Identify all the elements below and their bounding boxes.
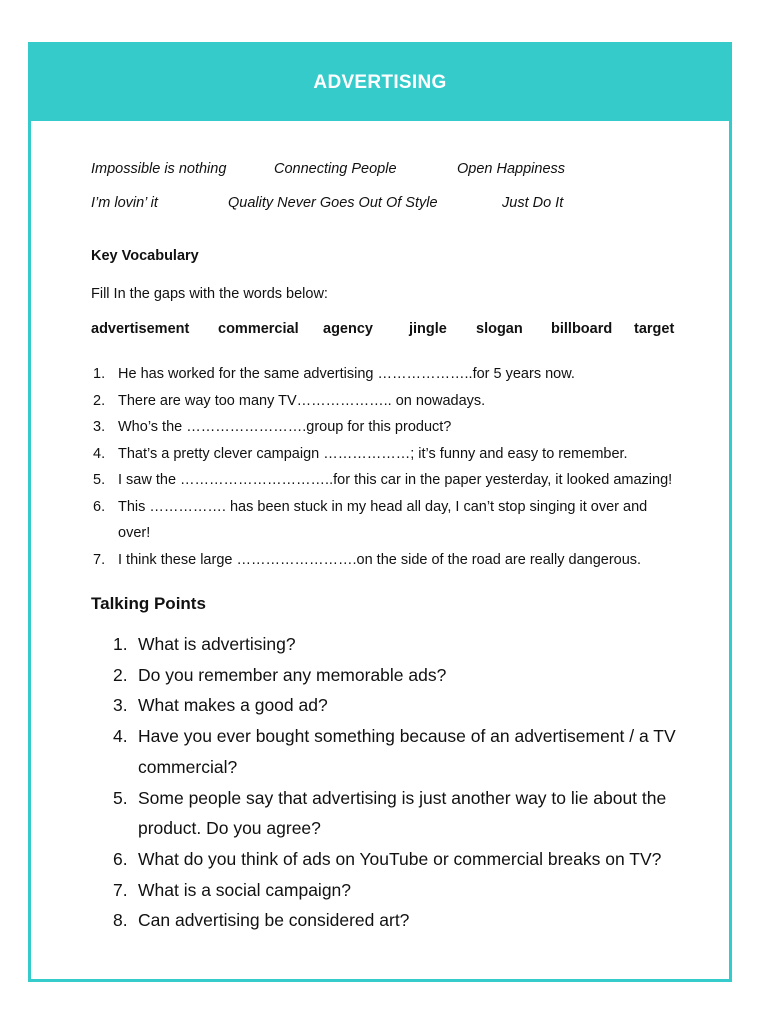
talking-point-number: 4. xyxy=(113,726,128,747)
slogan-6: Just Do It xyxy=(502,195,564,211)
talking-point-number: 3. xyxy=(113,695,128,716)
talking-point-number: 7. xyxy=(113,879,128,900)
exercise-number: 3. xyxy=(93,419,106,435)
vocab-word: slogan xyxy=(476,321,523,337)
exercise-number: 1. xyxy=(93,366,106,382)
slogan-3: Open Happiness xyxy=(457,161,566,177)
slogan-5: Quality Never Goes Out Of Style xyxy=(228,195,438,211)
exercise-text: This ……………. has been stuck in my head all day, I can’t stop singing it over and over! xyxy=(118,498,648,541)
page-title: ADVERTISING xyxy=(313,72,447,93)
vocab-word: advertisement xyxy=(91,321,190,337)
exercise-text: I think these large …………………….on the side of the road are really dangerous. xyxy=(118,551,642,568)
talking-point-number: 2. xyxy=(113,664,128,685)
talking-point-text: What makes a good ad? xyxy=(138,695,328,716)
vocab-word: jingle xyxy=(409,321,447,337)
exercise-text: I saw the …………………………..for this car in the paper yesterday, it looked amazing! xyxy=(118,472,673,488)
exercise-text: There are way too many TV……………….. on nowadays. xyxy=(118,392,486,409)
header-banner xyxy=(31,45,729,121)
vocab-word: target xyxy=(634,321,675,337)
exercise-number: 6. xyxy=(93,498,106,515)
exercise-number: 2. xyxy=(93,392,106,409)
talking-point-text: What is a social campaign? xyxy=(138,879,352,900)
talking-point-text: Have you ever bought something because of an advertisement / a TV commercial? xyxy=(138,726,676,777)
talking-point-number: 6. xyxy=(113,848,128,869)
key-vocabulary-heading: Key Vocabulary xyxy=(91,248,199,264)
talking-point-number: 1. xyxy=(113,634,128,654)
talking-point-text: Can advertising be considered art? xyxy=(138,910,410,931)
talking-point-text: Do you remember any memorable ads? xyxy=(138,664,447,685)
talking-point-number: 5. xyxy=(113,787,128,808)
exercise-text: That’s a pretty clever campaign ………………; it’s funny and easy to remember. xyxy=(118,445,628,462)
talking-point-text: What do you think of ads on YouTube or commercial breaks on TV? xyxy=(138,848,662,869)
gap-fill-instruction: Fill In the gaps with the words below: xyxy=(91,286,328,302)
vocab-word: agency xyxy=(323,321,373,337)
slogan-2: Connecting People xyxy=(274,161,397,177)
exercise-text: Who’s the …………………….group for this product? xyxy=(118,419,452,435)
talking-point-text: Some people say that advertising is just another way to lie about the product. Do you agree? xyxy=(138,787,667,839)
exercise-number: 4. xyxy=(93,445,106,462)
talking-point-text: What is advertising? xyxy=(138,634,296,654)
slogan-1: Impossible is nothing xyxy=(91,161,227,177)
exercise-number: 7. xyxy=(93,551,106,568)
vocab-word: commercial xyxy=(218,321,299,337)
slogan-4: I’m lovin’ it xyxy=(91,195,158,211)
talking-point-number: 8. xyxy=(113,910,128,931)
worksheet-frame xyxy=(28,42,732,982)
talking-points-heading: Talking Points xyxy=(91,594,206,613)
exercise-number: 5. xyxy=(93,472,106,488)
vocab-word: billboard xyxy=(551,321,613,337)
exercise-text: He has worked for the same advertising ………………..for 5 years now. xyxy=(118,366,575,382)
